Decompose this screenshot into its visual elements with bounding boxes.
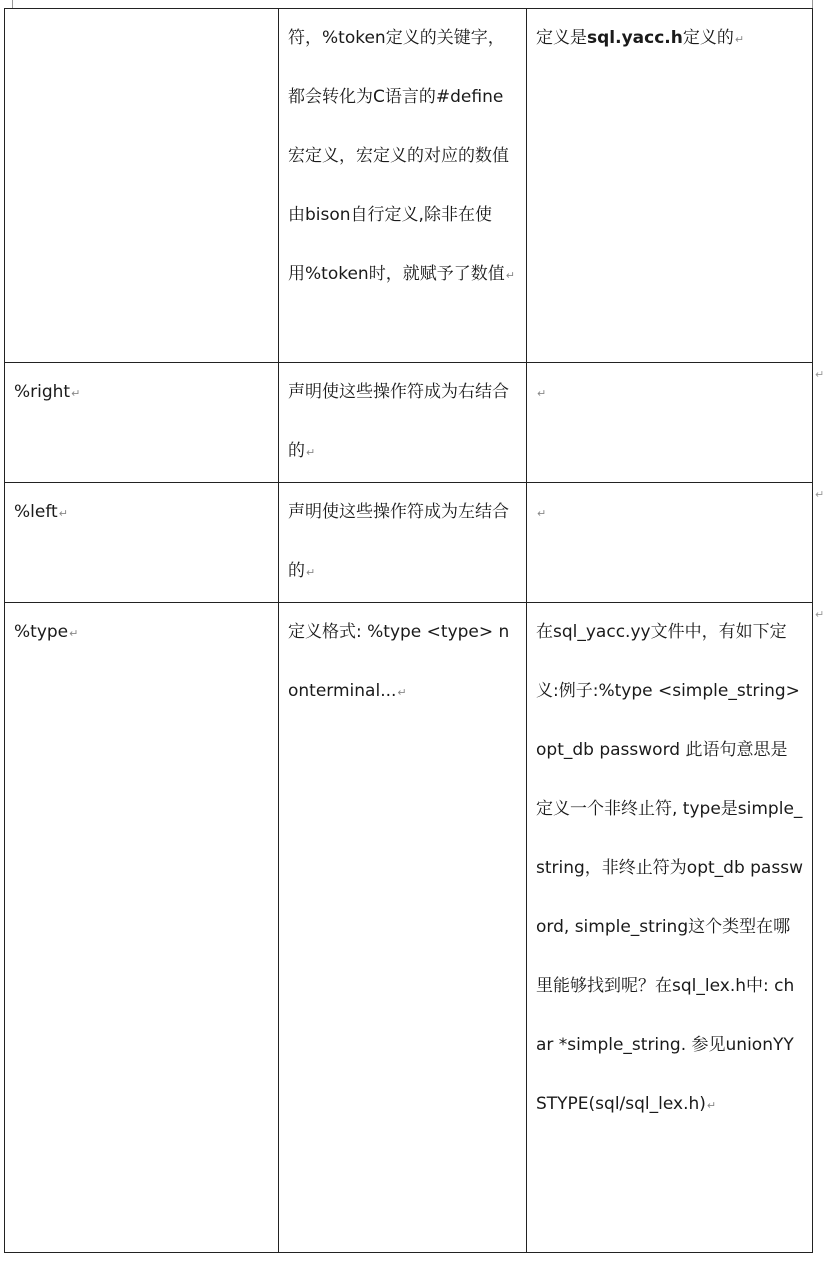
row-end-mark-icon: ↵ — [815, 368, 825, 381]
table-cell-note[interactable]: 在sql_yacc.yy文件中，有如下定义:例子:%type <simple_string>opt_db password 此语句意思是定义一个非终止符, type是simple_string，非终止符为opt_db password, simple_string这个类型在哪里能够找到呢？在sql_lex.h中: char *simple_string. 参见unionYYSTYPE(sql/sql_lex.h)↵ — [527, 603, 813, 1253]
paragraph-mark-icon: ↵ — [537, 387, 547, 400]
paragraph-mark-icon: ↵ — [505, 269, 515, 282]
table-cell-note[interactable]: 定义是sql.yacc.h定义的↵ — [527, 9, 813, 363]
row-end-mark-icon: ↵ — [815, 608, 825, 621]
table-cell-keyword[interactable] — [5, 9, 279, 363]
table-cell-description[interactable]: 符，%token定义的关键字，都会转化为C语言的#define宏定义，宏定义的对应的数值由bison自行定义,除非在使用%token时，就赋予了数值↵ — [279, 9, 527, 363]
page-top-edge — [0, 0, 830, 8]
definition-table — [4, 8, 813, 1253]
table-cell-keyword[interactable]: %left↵ — [5, 483, 279, 603]
paragraph-mark-icon: ↵ — [58, 507, 68, 520]
paragraph-mark-icon: ↵ — [306, 446, 316, 459]
table-row — [5, 363, 813, 483]
paragraph-mark-icon: ↵ — [706, 1099, 717, 1112]
paragraph-mark-icon: ↵ — [306, 566, 316, 579]
paragraph-mark-icon: ↵ — [537, 507, 547, 520]
page-edge-left-tick — [12, 0, 13, 8]
table-row — [5, 9, 813, 363]
table-cell-description[interactable]: 声明使这些操作符成为右结合的↵ — [279, 363, 527, 483]
table-cell-description[interactable]: 定义格式: %type <type> nonterminal...↵ — [279, 603, 527, 1253]
table-row — [5, 603, 813, 1253]
table-cell-description[interactable]: 声明使这些操作符成为左结合的↵ — [279, 483, 527, 603]
table-cell-keyword[interactable]: %right↵ — [5, 363, 279, 483]
paragraph-mark-icon: ↵ — [71, 387, 81, 400]
table-cell-keyword[interactable]: %type↵ — [5, 603, 279, 1253]
table-cell-note[interactable] — [527, 363, 813, 483]
table-cell-note[interactable] — [527, 483, 813, 603]
paragraph-mark-icon: ↵ — [397, 686, 407, 699]
paragraph-mark-icon: ↵ — [69, 627, 79, 640]
paragraph-mark-icon: ↵ — [734, 33, 745, 46]
row-end-mark-icon: ↵ — [815, 488, 825, 501]
table-row — [5, 483, 813, 603]
page-edge-right-tick — [812, 0, 813, 8]
